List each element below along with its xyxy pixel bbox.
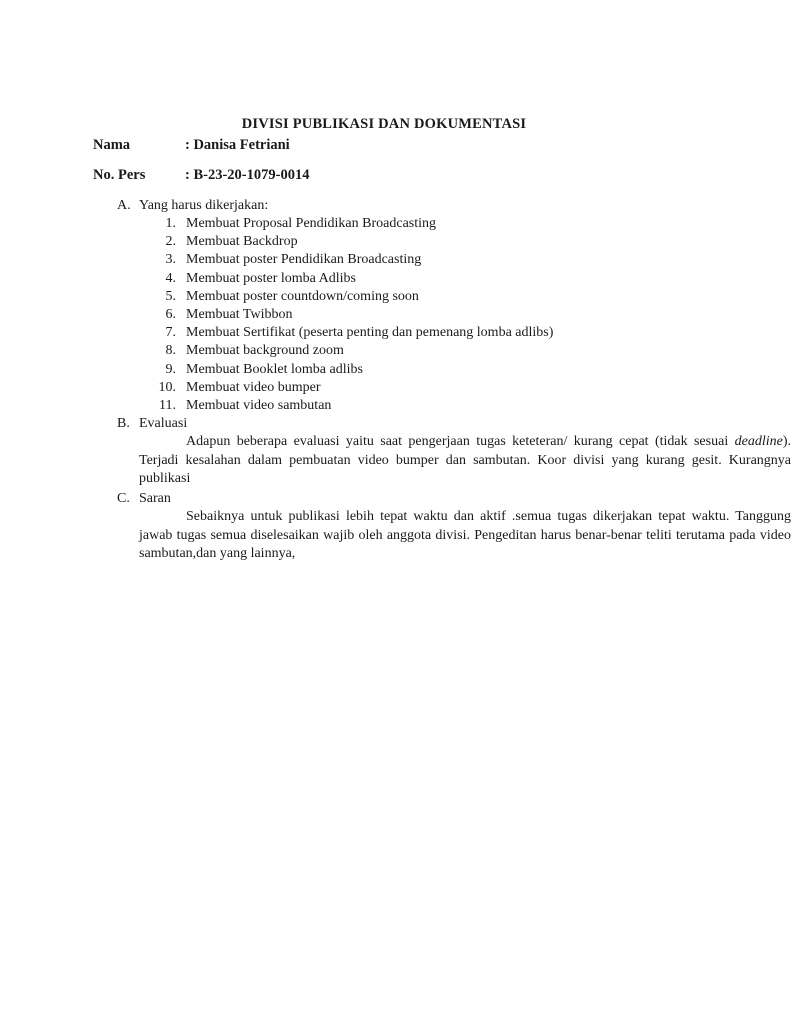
- task-number: 8.: [165, 343, 176, 359]
- field-pers-label: No. Pers: [93, 167, 146, 183]
- task-number: 11.: [159, 397, 176, 413]
- section-evaluasi: [117, 415, 791, 489]
- task-number-wrap: [117, 270, 186, 288]
- task-number: 10.: [158, 379, 176, 395]
- task-text: Membuat Booklet lomba adlibs: [186, 361, 363, 377]
- field-pers: [93, 167, 309, 184]
- task-number-wrap: [117, 342, 186, 360]
- task-text: Membuat video bumper: [186, 379, 321, 395]
- task-number: 4.: [165, 270, 176, 286]
- task-text: Membuat poster Pendidikan Broadcasting: [186, 252, 422, 268]
- task-item: [117, 251, 677, 269]
- task-number-wrap: [117, 306, 186, 324]
- section-letter: A.: [117, 198, 131, 213]
- task-text: Membuat Twibbon: [186, 306, 293, 322]
- task-item: [117, 233, 677, 251]
- task-number-wrap: [117, 288, 186, 306]
- section-tasks: [117, 197, 677, 415]
- task-number-wrap: [117, 324, 186, 342]
- task-text: Membuat poster lomba Adlibs: [186, 270, 356, 286]
- task-list: [117, 215, 677, 415]
- section-saran: [117, 490, 791, 564]
- section-heading-text: Saran: [139, 491, 171, 506]
- task-item: [117, 306, 677, 324]
- task-item: [117, 361, 677, 379]
- evaluasi-text-italic: deadline: [734, 434, 783, 449]
- task-text: Membuat background zoom: [186, 343, 344, 359]
- section-letter: B.: [117, 416, 130, 431]
- task-number-wrap: [117, 361, 186, 379]
- evaluasi-text-before: Adapun beberapa evaluasi yaitu saat pengerjaan tugas keteteran/ kurang cepat (tidak sesuai: [186, 434, 735, 449]
- task-text: Membuat Proposal Pendidikan Broadcasting: [186, 216, 437, 231]
- field-nama-value: : Danisa Fetriani: [185, 137, 290, 153]
- task-number: 1.: [165, 216, 176, 231]
- task-text: Membuat Sertifikat (peserta penting dan pemenang lomba adlibs): [186, 325, 554, 341]
- task-number: 7.: [165, 325, 176, 341]
- task-number-wrap: [117, 251, 186, 269]
- task-number-wrap: [117, 215, 186, 233]
- task-item: [117, 215, 677, 233]
- section-heading-text: Evaluasi: [139, 416, 188, 431]
- task-number: 9.: [165, 361, 176, 377]
- task-number: 3.: [165, 252, 176, 268]
- task-number: 5.: [165, 288, 176, 304]
- field-nama-label: Nama: [93, 137, 131, 153]
- task-item: [117, 342, 677, 360]
- evaluasi-text-after: ). Terjadi kesalahan dalam pembuatan video bumper dan sambutan. Koor divisi yang kurang gesit. Kurangnya publikasi: [139, 434, 791, 486]
- evaluasi-paragraph: [139, 433, 791, 489]
- task-number-wrap: [117, 397, 186, 415]
- field-nama: [93, 137, 290, 154]
- task-item: [117, 379, 677, 397]
- task-item: [117, 324, 677, 342]
- task-item: [117, 397, 677, 415]
- field-pers-value: : B-23-20-1079-0014: [185, 167, 310, 183]
- section-letter: C.: [117, 491, 130, 506]
- task-text: Membuat Backdrop: [186, 234, 298, 250]
- saran-paragraph: Sebaiknya untuk publikasi lebih tepat waktu dan aktif .semua tugas dikerjakan tepat waktu. Tanggung jawab tugas semua diselesaikan wajib oleh anggota divisi. Pengeditan harus benar-benar teliti terutama pada video sambutan,dan yang lainnya,: [139, 509, 791, 561]
- task-text: Membuat poster countdown/coming soon: [186, 288, 419, 304]
- task-number-wrap: [117, 233, 186, 251]
- task-item: [117, 270, 677, 288]
- task-number: 2.: [165, 234, 176, 250]
- task-text: Membuat video sambutan: [186, 397, 332, 413]
- task-number-wrap: [117, 379, 186, 397]
- task-item: [117, 288, 677, 306]
- section-saran-heading: [117, 490, 677, 508]
- task-number: 6.: [165, 306, 176, 322]
- section-heading-text: Yang harus dikerjakan:: [139, 198, 269, 213]
- document-title: DIVISI PUBLIKASI DAN DOKUMENTASI: [241, 116, 527, 132]
- section-tasks-heading: [117, 197, 677, 215]
- section-evaluasi-heading: [117, 415, 677, 433]
